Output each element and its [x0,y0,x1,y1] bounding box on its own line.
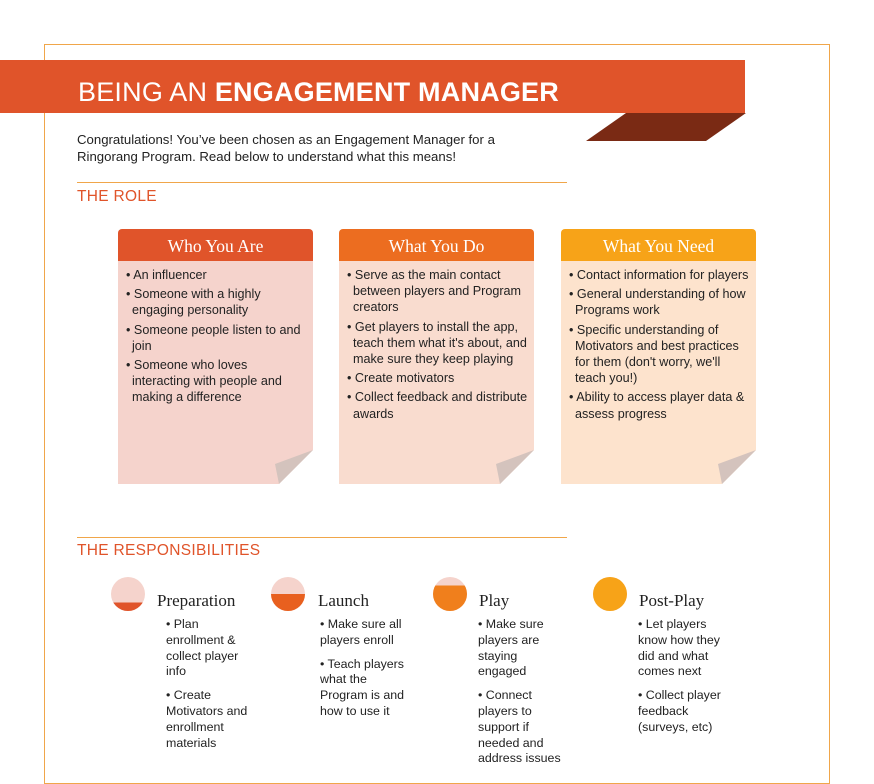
role-card [561,229,756,484]
card-bullet: • Serve as the main contact between players and Program creators [347,267,528,316]
role-heading: THE ROLE [77,188,157,205]
stage-title: Post-Play [639,591,705,610]
page-title [78,76,559,108]
progress-circle-icon [592,576,628,612]
card-body [561,261,756,484]
card-title: Who You Are [118,229,313,261]
divider [77,537,567,538]
page-curl-icon [488,450,534,484]
stage-bullet: • Make sure all players enroll [320,617,402,647]
intro-text: Congratulations! You’ve been chosen as an Engagement Manager for a Ringorang Program. Read below to understand what this means! [77,132,495,164]
stage-body [320,617,410,728]
card-bullet: • General understanding of how Programs work [569,286,750,318]
card-bullet: • Create motivators [347,370,528,386]
stage-bullet: • Plan enrollment & collect player info [166,617,239,679]
role-card [339,229,534,484]
banner-fold [586,113,746,141]
card-title: What You Need [561,229,756,261]
stage-bullet: • Connect players to support if needed and address issues [478,688,561,766]
card-bullet: • Get players to install the app, teach them what it's about, and make sure they keep playing [347,319,528,368]
stage-body [638,617,728,744]
stage-title: Launch [318,591,369,610]
stage-title: Play [479,591,510,610]
stage-bullet: • Let players know how they did and what comes next [638,617,720,679]
card-bullet: • Someone who loves interacting with people and making a difference [126,357,307,406]
stage-body [478,617,568,775]
card-bullet: • Specific understanding of Motivators and best practices for them (don't worry, we'll teach you!) [569,322,750,387]
card-bullet: • Someone with a highly engaging personality [126,286,307,318]
progress-circle-icon [432,576,468,612]
card-body [339,261,534,484]
card-bullet: • Someone people listen to and join [126,322,307,354]
progress-circle-icon [270,576,306,612]
card-bullet: • Collect feedback and distribute awards [347,389,528,421]
progress-circle-icon [110,576,146,612]
page-curl-icon [267,450,313,484]
page-curl-icon [710,450,756,484]
card-bullet: • Contact information for players [569,267,750,283]
card-bullet: • An influencer [126,267,307,283]
card-title: What You Do [339,229,534,261]
responsibilities-heading: THE RESPONSIBILITIES [77,542,261,559]
stage-bullet: • Make sure players are staying engaged [478,617,544,679]
card-bullet: • Ability to access player data & assess progress [569,389,750,421]
stage-bullet: • Teach players what the Program is and how to use it [320,656,405,718]
divider [77,182,567,183]
card-body [118,261,313,484]
title-bold: ENGAGEMENT MANAGER [214,77,559,107]
title-light: BEING AN [78,77,215,107]
stage-title: Preparation [157,591,236,610]
role-card [118,229,313,484]
stage-bullet: • Collect player feedback (surveys, etc) [638,688,721,734]
stage-body [166,617,250,759]
stage-bullet: • Create Motivators and enrollment materials [166,688,248,750]
